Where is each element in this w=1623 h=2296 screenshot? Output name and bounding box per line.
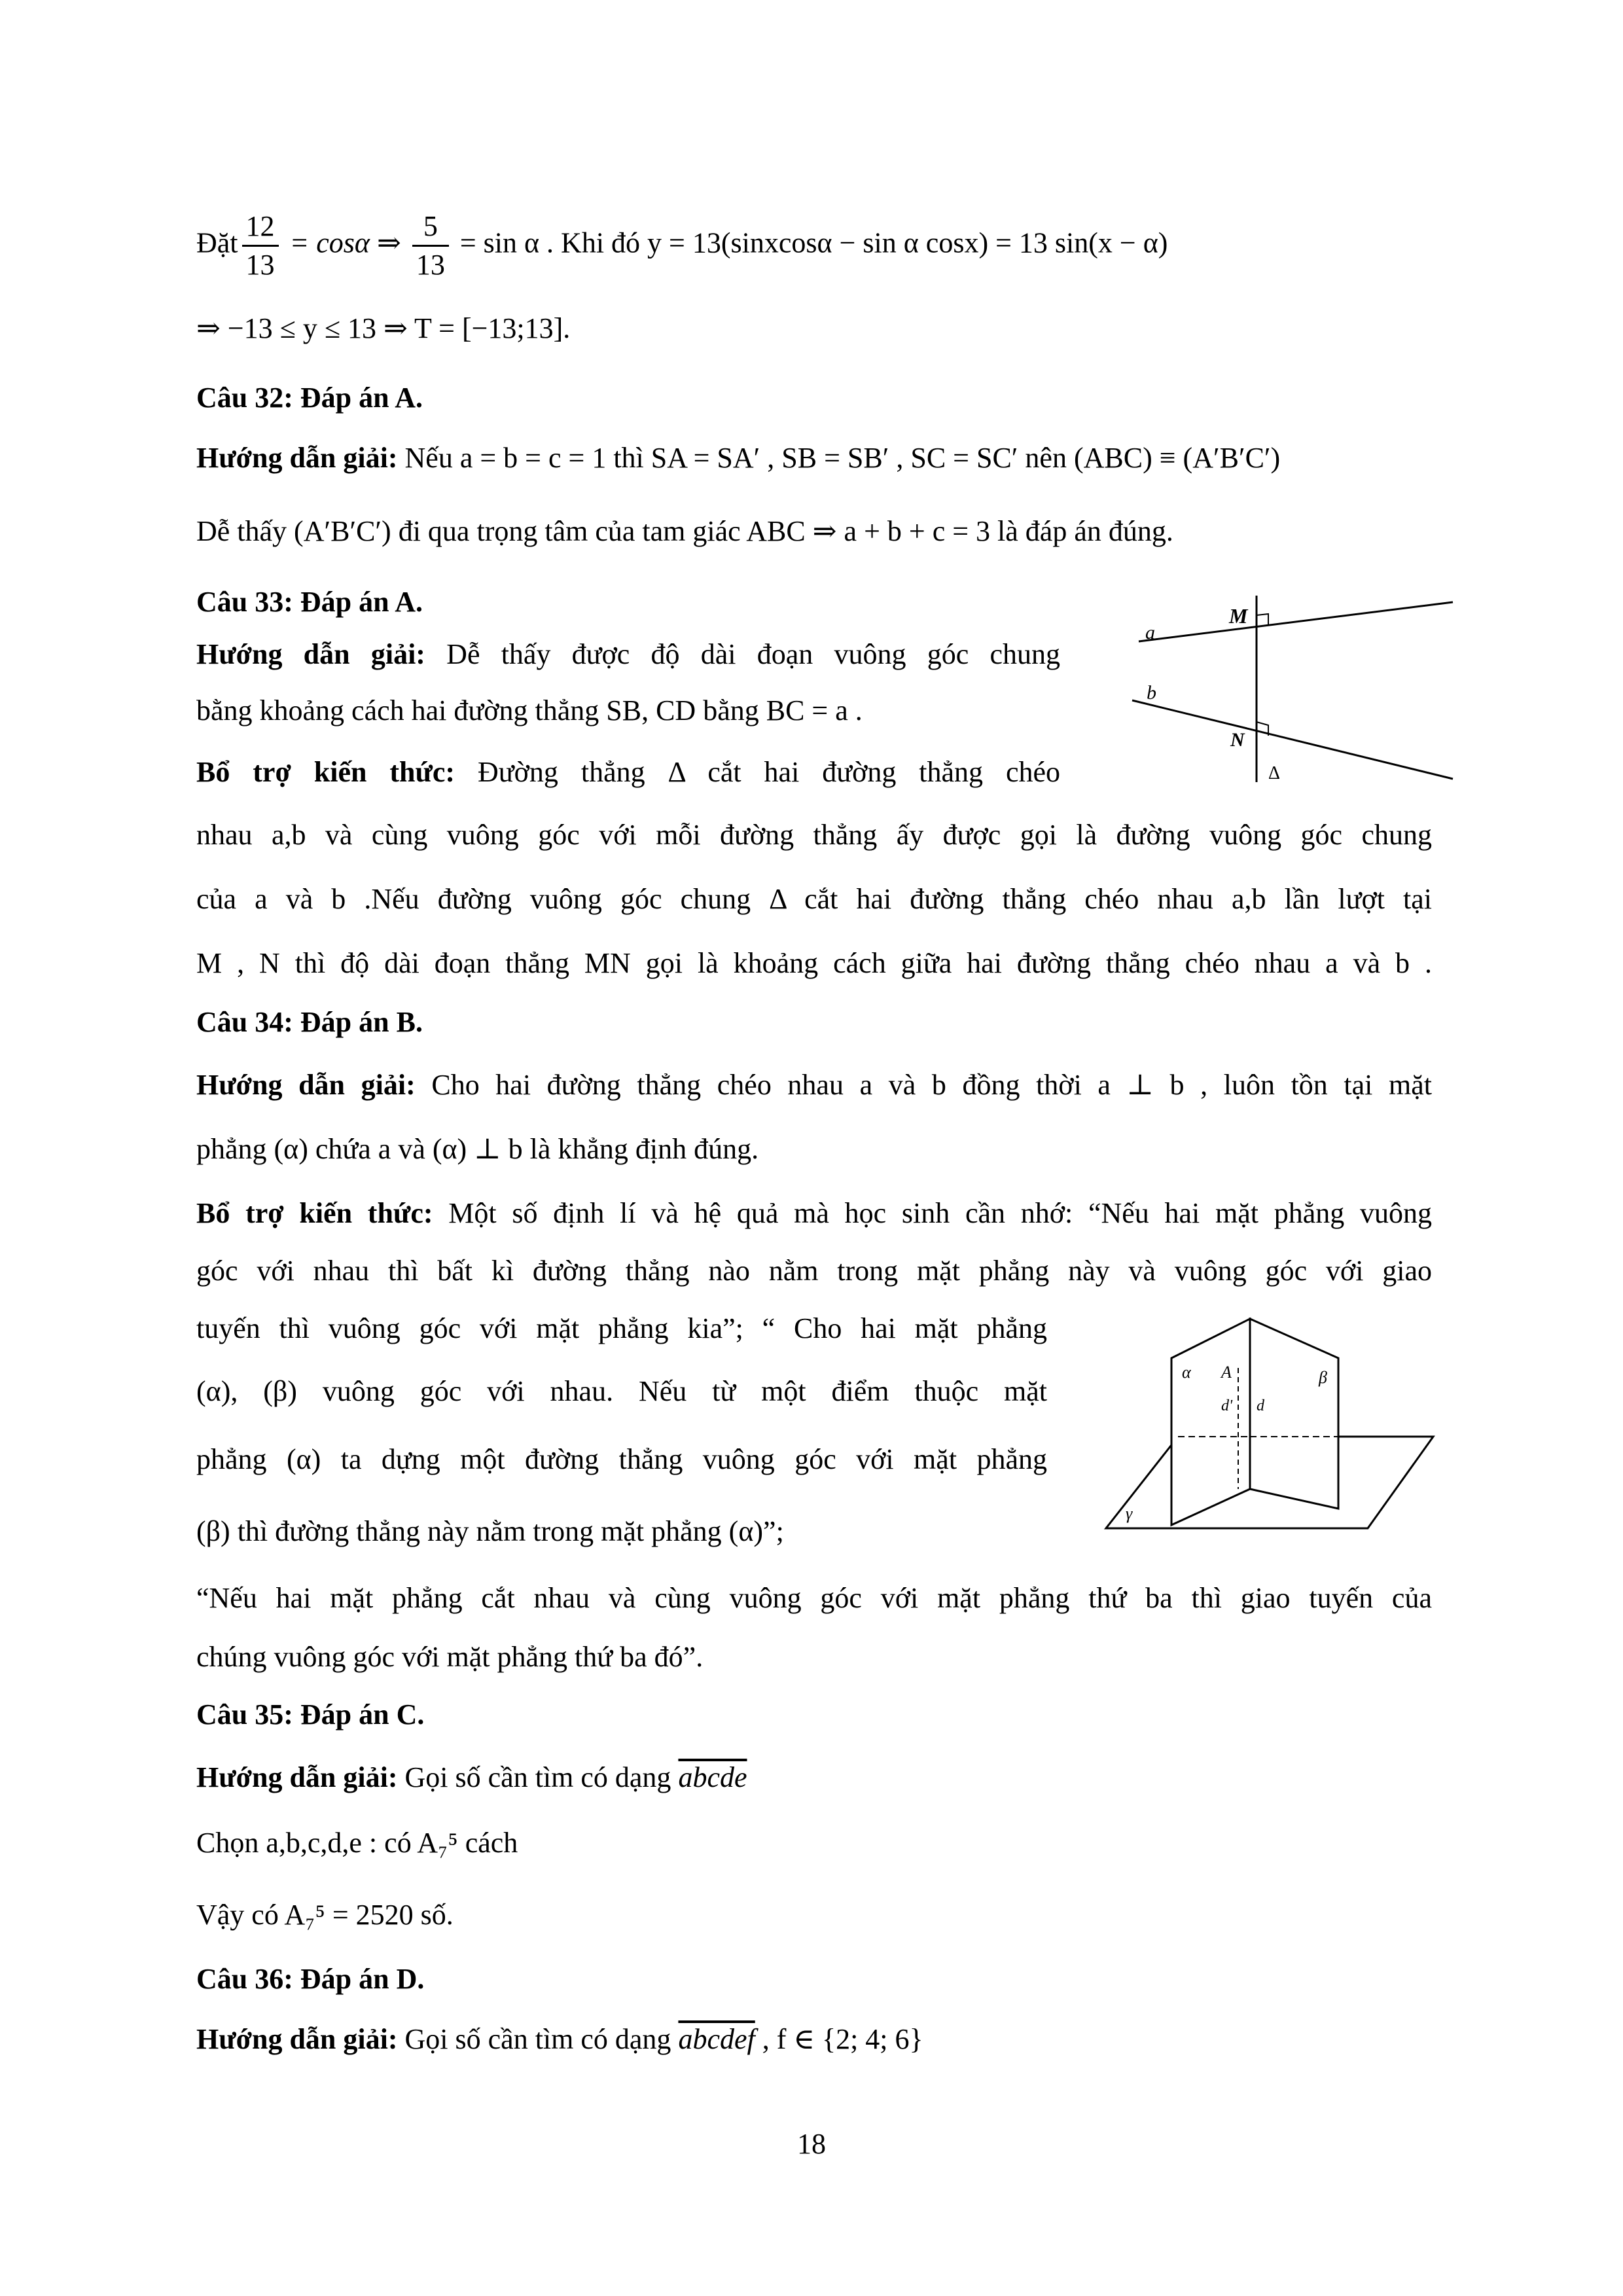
line-23: chúng vuông góc với mặt phẳng thứ ba đó”. xyxy=(196,1641,704,1673)
heading-cau-36: Câu 36: Đáp án D. xyxy=(196,1963,425,1995)
line-2: ⇒ −13 ≤ y ≤ 13 ⇒ T = [−13;13]. xyxy=(196,312,571,344)
line-7: Hướng dẫn giải: Dễ thấy được độ dài đoạn vuông góc chung xyxy=(196,638,1060,670)
label-delta: Δ xyxy=(1268,763,1281,783)
heading-cau-35: Câu 35: Đáp án C. xyxy=(196,1698,425,1731)
line-18: tuyến thì vuông góc với mặt phẳng kia”; “ Cho hai mặt phẳng xyxy=(196,1312,1047,1344)
fraction-5-13: $\frac{5}{13}$ xyxy=(412,208,449,283)
label-alpha: α xyxy=(1182,1363,1191,1382)
label-gamma: γ xyxy=(1126,1504,1133,1523)
fraction-12-13: $\frac{12}{13}$ xyxy=(242,208,279,283)
line-5: Dễ thấy (A′B′C′) đi qua trọng tâm của tam giác ABC ⇒ a + b + c = 3 là đáp án đúng. xyxy=(196,515,1173,547)
line-4: Hướng dẫn giải: Nếu a = b = c = 1 thì SA = SA′ , SB = SB′ , SC = SC′ nên (ABC) ≡ (A′B′C′) xyxy=(196,442,1281,474)
line-26: Chọn a,b,c,d,e : có A₇⁵ cách xyxy=(196,1827,518,1859)
line-b xyxy=(1132,700,1453,779)
line-a xyxy=(1139,602,1453,641)
heading-cau-34: Câu 34: Đáp án B. xyxy=(196,1006,423,1038)
line-8: bằng khoảng cách hai đường thẳng SB, CD bằng BC = a . xyxy=(196,694,863,726)
line-12: M , N thì độ dài đoạn thẳng MN gọi là khoảng cách giữa hai đường thẳng chéo nhau a và b . xyxy=(196,947,1432,979)
line-10: nhau a,b và cùng vuông góc với mỗi đường thẳng ấy được gọi là đường vuông góc chung xyxy=(196,819,1432,851)
line-27: Vậy có A₇⁵ = 2520 số. xyxy=(196,1899,454,1931)
line-15: phẳng (α) chứa a và (α) ⊥ b là khẳng định đúng. xyxy=(196,1133,759,1165)
plane-alpha xyxy=(1171,1319,1250,1525)
heading-cau-32: Câu 32: Đáp án A. xyxy=(196,382,423,414)
line-17: góc với nhau thì bất kì đường thẳng nào nằm trong mặt phẳng này và vuông góc với giao xyxy=(196,1255,1432,1287)
line-14: Hướng dẫn giải: Cho hai đường thẳng chéo nhau a và b đồng thời a ⊥ b , luôn tồn tại mặt xyxy=(196,1069,1432,1101)
label-beta: β xyxy=(1319,1368,1327,1387)
skew-lines-figure xyxy=(1119,583,1459,792)
right-angle-mark-m xyxy=(1257,614,1268,624)
line-9: Bổ trợ kiến thức: Đường thẳng Δ cắt hai đường thẳng chéo xyxy=(196,756,1061,788)
label-d: d xyxy=(1257,1397,1264,1414)
line-19: (α), (β) vuông góc với nhau. Nếu từ một điểm thuộc mặt xyxy=(196,1375,1047,1407)
label-n: N xyxy=(1230,729,1245,751)
heading-cau-33: Câu 33: Đáp án A. xyxy=(196,586,423,618)
line-20: phẳng (α) ta dựng một đường thẳng vuông góc với mặt phẳng xyxy=(196,1443,1047,1475)
label-m: M xyxy=(1229,604,1248,628)
label-point-a: A xyxy=(1221,1363,1232,1382)
label-d-prime: d' xyxy=(1221,1397,1233,1414)
page-number: 18 xyxy=(797,2128,826,2160)
line-29: Hướng dẫn giải: Gọi số cần tìm có dạng abcdef , f ∈ {2; 4; 6} xyxy=(196,2023,923,2055)
line-21: (β) thì đường thẳng này nằm trong mặt phẳng (α)”; xyxy=(196,1515,784,1547)
line-11: của a và b .Nếu đường vuông góc chung Δ cắt hai đường thẳng chéo nhau a,b lần lượt tại xyxy=(196,883,1432,915)
line-16: Bổ trợ kiến thức: Một số định lí và hệ quả mà học sinh cần nhớ: “Nếu hai mặt phẳng vuông xyxy=(196,1197,1432,1229)
line-1: Đặt $\frac{12}{13}$ = cosα ⇒ $\frac{5}{13}$ = sin α . Khi đó y = 13(sinxcosα − sin α cosx) = 13 sin(x − α) xyxy=(196,208,1168,283)
label-b: b xyxy=(1147,682,1156,704)
line-25: Hướng dẫn giải: Gọi số cần tìm có dạng abcde xyxy=(196,1761,747,1793)
label-a: a xyxy=(1145,622,1155,643)
line-22: “Nếu hai mặt phẳng cắt nhau và cùng vuông góc với mặt phẳng thứ ba thì giao tuyến của xyxy=(196,1582,1432,1614)
perpendicular-planes-figure xyxy=(1093,1312,1446,1548)
